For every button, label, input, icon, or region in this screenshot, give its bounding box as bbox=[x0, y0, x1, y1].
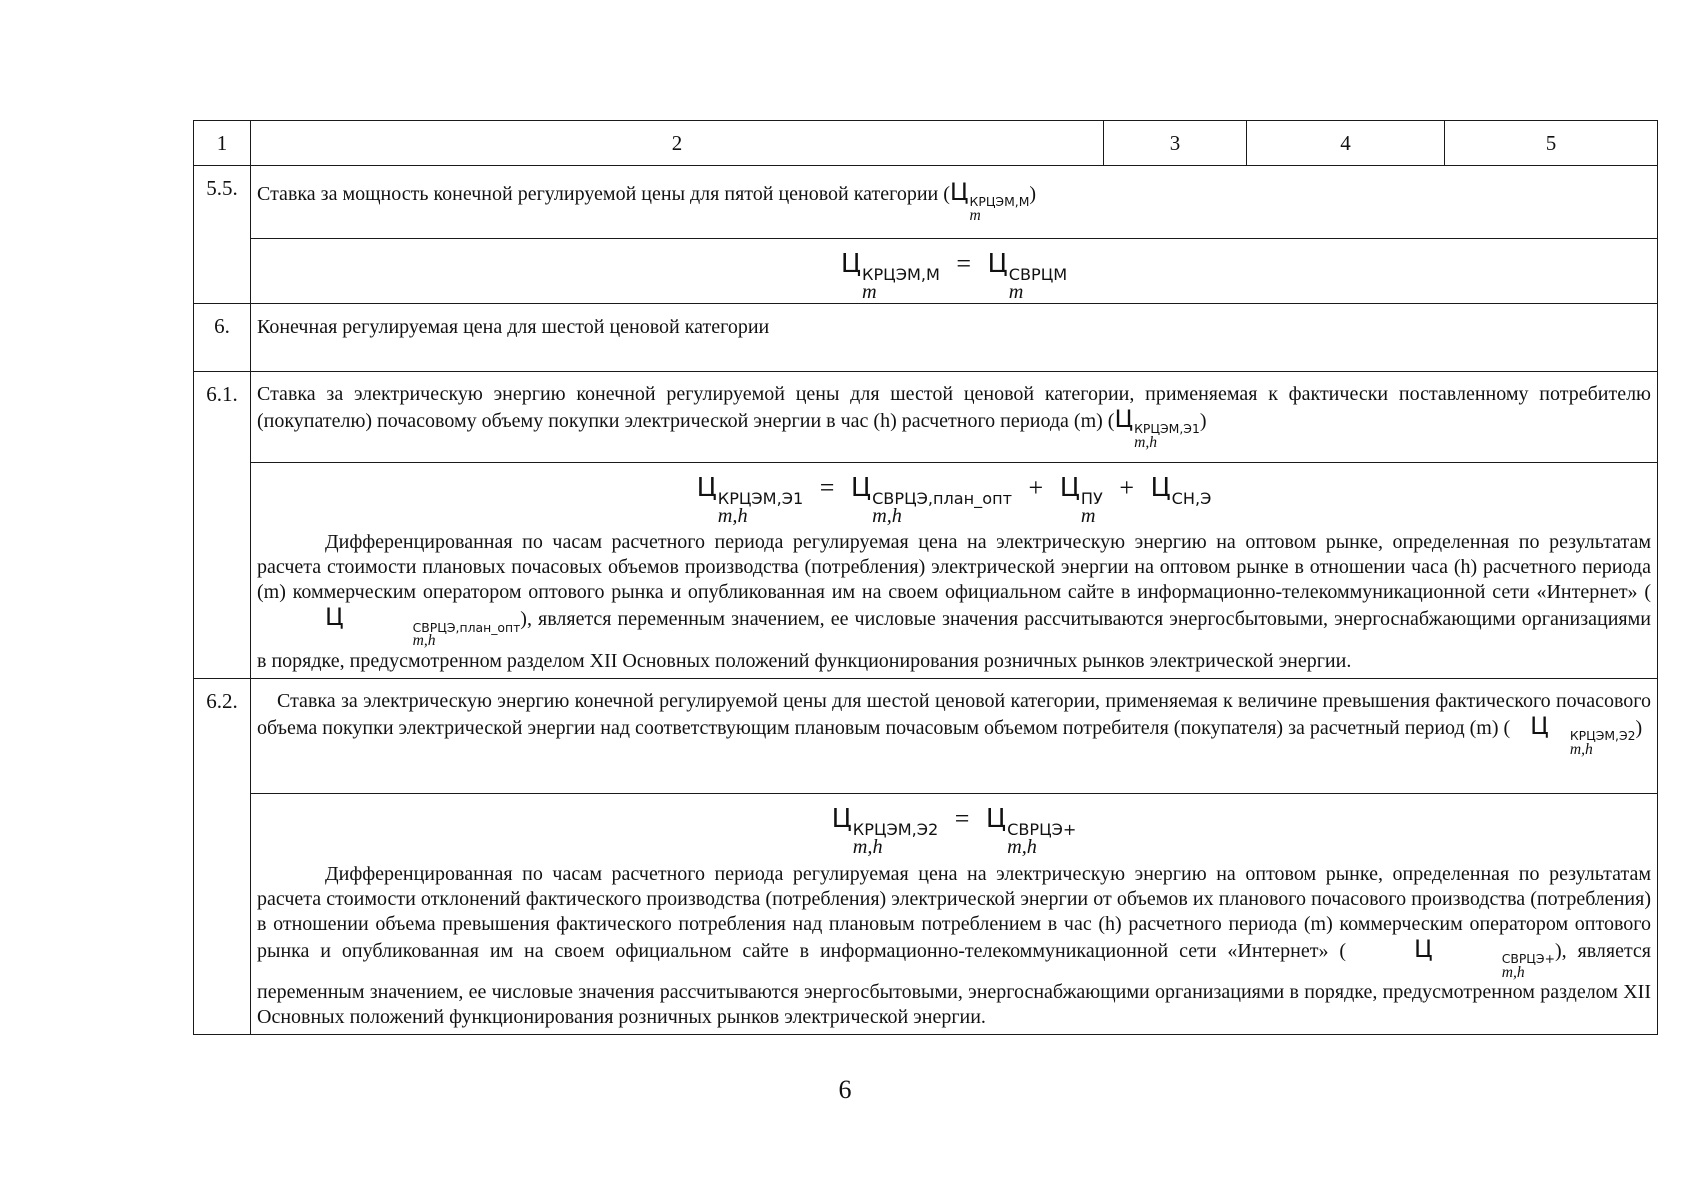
formula-lhs: Ц КРЦЭМ,Э2 m,h bbox=[831, 804, 939, 859]
row-title: Конечная регулируемая цена для шестой ценовой категории bbox=[251, 303, 1658, 371]
row-title: Ставка за мощность конечной регулируемой цены для пятой ценовой категории (Ц КРЦЭМ,М m ) bbox=[251, 166, 1658, 239]
title-text: Ставка за мощность конечной регулируемой цены для пятой ценовой категории ( bbox=[257, 183, 950, 205]
row-6 bbox=[194, 303, 1658, 371]
title-text: Ставка за электрическую энергию конечной регулируемой цены для шестой ценовой категории, применяемая к фактически поставленному потребителю (покупателю) почасовому объему покупки электрической энергии в час (h) расчетного периода (m) ( bbox=[257, 382, 1651, 432]
header-row bbox=[194, 121, 1658, 166]
formula-and-description bbox=[251, 794, 1658, 1035]
header-col-4: 4 bbox=[1247, 121, 1445, 166]
formula-rhs: Ц СВРЦЭ+ m,h bbox=[985, 804, 1077, 859]
row-6-1-title bbox=[194, 371, 1658, 462]
formula-term-3: Ц СН,Э bbox=[1150, 472, 1212, 509]
price-symbol: Ц КРЦЭМ,Э1 m,h bbox=[1114, 404, 1200, 451]
description-paragraph: Дифференцированная по часам расчетного периода регулируемая цена на электрическую энергию на оптовом рынке, определенная по результатам расчета стоимости плановых почасовых объемов производства (потребления) электрической энергии на оптовом рынке в отношении часа (h) расчетного периода (m) коммерческим оператором оптового рынка и опубликованная им на своем официальном сайте в информационно-телекоммуникационной сети «Интернет» (Ц СВРЦЭ,план_опт m,h ), является переменным значением, ее числовые значения рассчитываются энергосбытовыми, энергоснабжающими организациями в порядке, предусмотренном разделом XII Основных положений функционирования розничных рынков электрической энергии. bbox=[257, 531, 1651, 673]
formula-rhs: Ц СВРЦМ m bbox=[987, 249, 1068, 304]
row-number: 6.1. bbox=[194, 371, 251, 678]
equals-sign: = bbox=[954, 804, 970, 834]
formula-lhs: Ц КРЦЭМ,М m bbox=[840, 249, 940, 304]
row-title: Ставка за электрическую энергию конечной регулируемой цены для шестой ценовой категории, применяемая к величине превышения фактического почасового объема покупки электрической энергии над соответствующим плановым почасовым объемом потребителя (покупателя) за расчетный период (m) ( Ц КРЦЭМ,Э2 m,h ) bbox=[251, 679, 1658, 794]
equals-sign: = bbox=[819, 472, 835, 502]
description-paragraph: Дифференцированная по часам расчетного периода регулируемая цена на электрическую энергию на оптовом рынке, определенная по результатам расчета стоимости отклонений фактического производства (потребления) электрической энергии от объемов их планового почасового производства (потребления) в отношении объема превышения фактического потребления над плановым потреблением в час (h) расчетного периода (m) коммерческим оператором оптового рынка и опубликованная им на своем официальном сайте в информационно-телекоммуникационной сети «Интернет» ( Ц СВРЦЭ+ m,h ), является переменным значением, ее числовые значения рассчитываются энергосбытовыми, энергоснабжающими организациями в порядке, предусмотренном разделом XII Основных положений функционирования розничных рынков электрической энергии. bbox=[257, 862, 1652, 1029]
row-number: 6. bbox=[194, 303, 251, 371]
formula bbox=[251, 239, 1658, 304]
equals-sign: = bbox=[956, 249, 972, 278]
header-col-5: 5 bbox=[1445, 121, 1658, 166]
formula bbox=[257, 463, 1651, 531]
formula-term-2: Ц ПУ m bbox=[1059, 472, 1103, 528]
header-col-1: 1 bbox=[194, 121, 251, 166]
row-6-2-title bbox=[194, 679, 1658, 794]
row-5-5-formula bbox=[194, 239, 1658, 304]
row-title: Ставка за электрическую энергию конечной регулируемой цены для шестой ценовой категории, применяемая к фактически поставленному потребителю (покупателю) почасовому объему покупки электрической энергии в час (h) расчетного периода (m) (Ц КРЦЭМ,Э1 m,h ) bbox=[251, 371, 1658, 462]
row-number: 6.2. bbox=[194, 679, 251, 1035]
price-symbol: Ц СВРЦЭ+ m,h bbox=[1414, 934, 1555, 981]
row-number: 5.5. bbox=[194, 166, 251, 304]
row-6-1-body bbox=[194, 462, 1658, 678]
tariff-table bbox=[193, 120, 1658, 1035]
formula-term-1: Ц СВРЦЭ,план_опт m,h bbox=[850, 472, 1013, 528]
formula-lhs: Ц КРЦЭМ,Э1 m,h bbox=[696, 472, 804, 528]
title-text: Ставка за электрическую энергию конечной регулируемой цены для шестой ценовой категории, применяемая к величине превышения фактического почасового объема покупки электрической энергии над соответствующим плановым почасовым объемом потребителя (покупателя) за расчетный период (m) ( bbox=[257, 690, 1651, 740]
row-6-2-body bbox=[194, 794, 1658, 1035]
row-5-5-title bbox=[194, 166, 1658, 239]
price-symbol: Ц СВРЦЭ,план_опт m,h bbox=[325, 603, 521, 650]
plus-sign: + bbox=[1119, 472, 1134, 502]
price-symbol: Ц КРЦЭМ,Э2 m,h bbox=[1530, 712, 1636, 758]
header-col-3: 3 bbox=[1104, 121, 1247, 166]
formula-and-description bbox=[251, 462, 1658, 678]
plus-sign: + bbox=[1028, 472, 1044, 502]
header-col-2: 2 bbox=[251, 121, 1104, 166]
formula bbox=[257, 794, 1651, 862]
price-symbol: Ц КРЦЭМ,М m bbox=[949, 178, 1030, 224]
page-number: 6 bbox=[838, 1075, 852, 1104]
